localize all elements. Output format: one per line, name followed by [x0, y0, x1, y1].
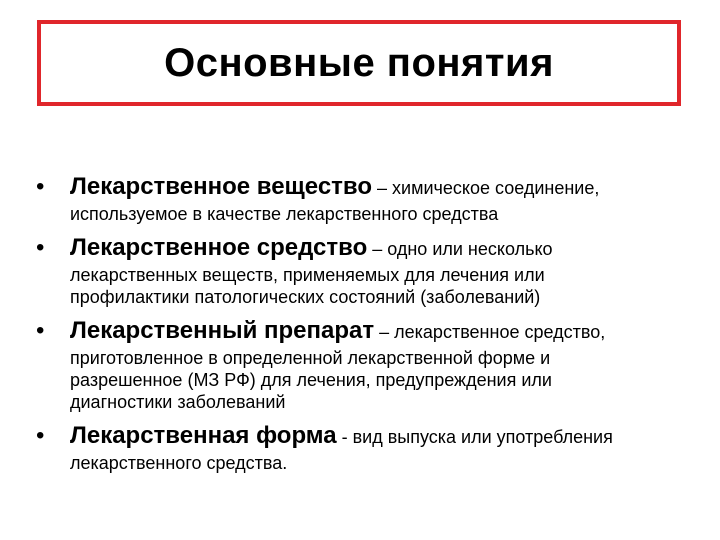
definition-first-line — [70, 172, 696, 203]
definition-text: используемое в качестве лекарственного средства — [70, 204, 499, 224]
definition-text: лекарственного средства. — [70, 453, 288, 473]
definition-list — [36, 172, 696, 482]
definition-text: вид выпуска или употребления — [352, 427, 613, 447]
definition-first-line — [70, 233, 696, 264]
definition-item — [36, 316, 696, 413]
bullet-icon: • — [36, 234, 45, 261]
definition-text: лекарственных веществ, применяемых для лечения или — [70, 265, 545, 285]
bullet-icon: • — [36, 422, 45, 449]
definition-separator: – — [367, 239, 388, 259]
definition-text: приготовленное в определенной лекарственной форме и — [70, 348, 551, 368]
definition-text: одно или несколько — [387, 239, 553, 259]
definition-item — [36, 233, 696, 308]
definition-text: профилактики патологических состояний (заболеваний) — [70, 287, 541, 307]
definition-term: Лекарственное вещество — [70, 173, 373, 200]
definition-text: лекарственное средство, — [394, 322, 606, 342]
definition-item — [36, 421, 696, 474]
definition-item — [36, 172, 696, 225]
definition-separator: - — [336, 427, 353, 447]
definition-first-line — [70, 316, 696, 347]
definition-text: химическое соединение, — [392, 178, 600, 198]
definition-first-line — [70, 421, 696, 452]
definition-term: Лекарственная форма — [70, 422, 337, 449]
definition-text: разрешенное (МЗ РФ) для лечения, предупреждения или — [70, 370, 552, 390]
definition-text: диагностики заболеваний — [70, 392, 286, 412]
definition-term: Лекарственный препарат — [70, 317, 375, 344]
bullet-icon: • — [36, 173, 45, 200]
bullet-icon: • — [36, 317, 45, 344]
definition-term: Лекарственное средство — [70, 234, 368, 261]
slide-title: Основные понятия — [164, 40, 554, 85]
definition-separator: – — [372, 178, 393, 198]
definition-separator: – — [374, 322, 395, 342]
title-frame — [37, 20, 681, 106]
